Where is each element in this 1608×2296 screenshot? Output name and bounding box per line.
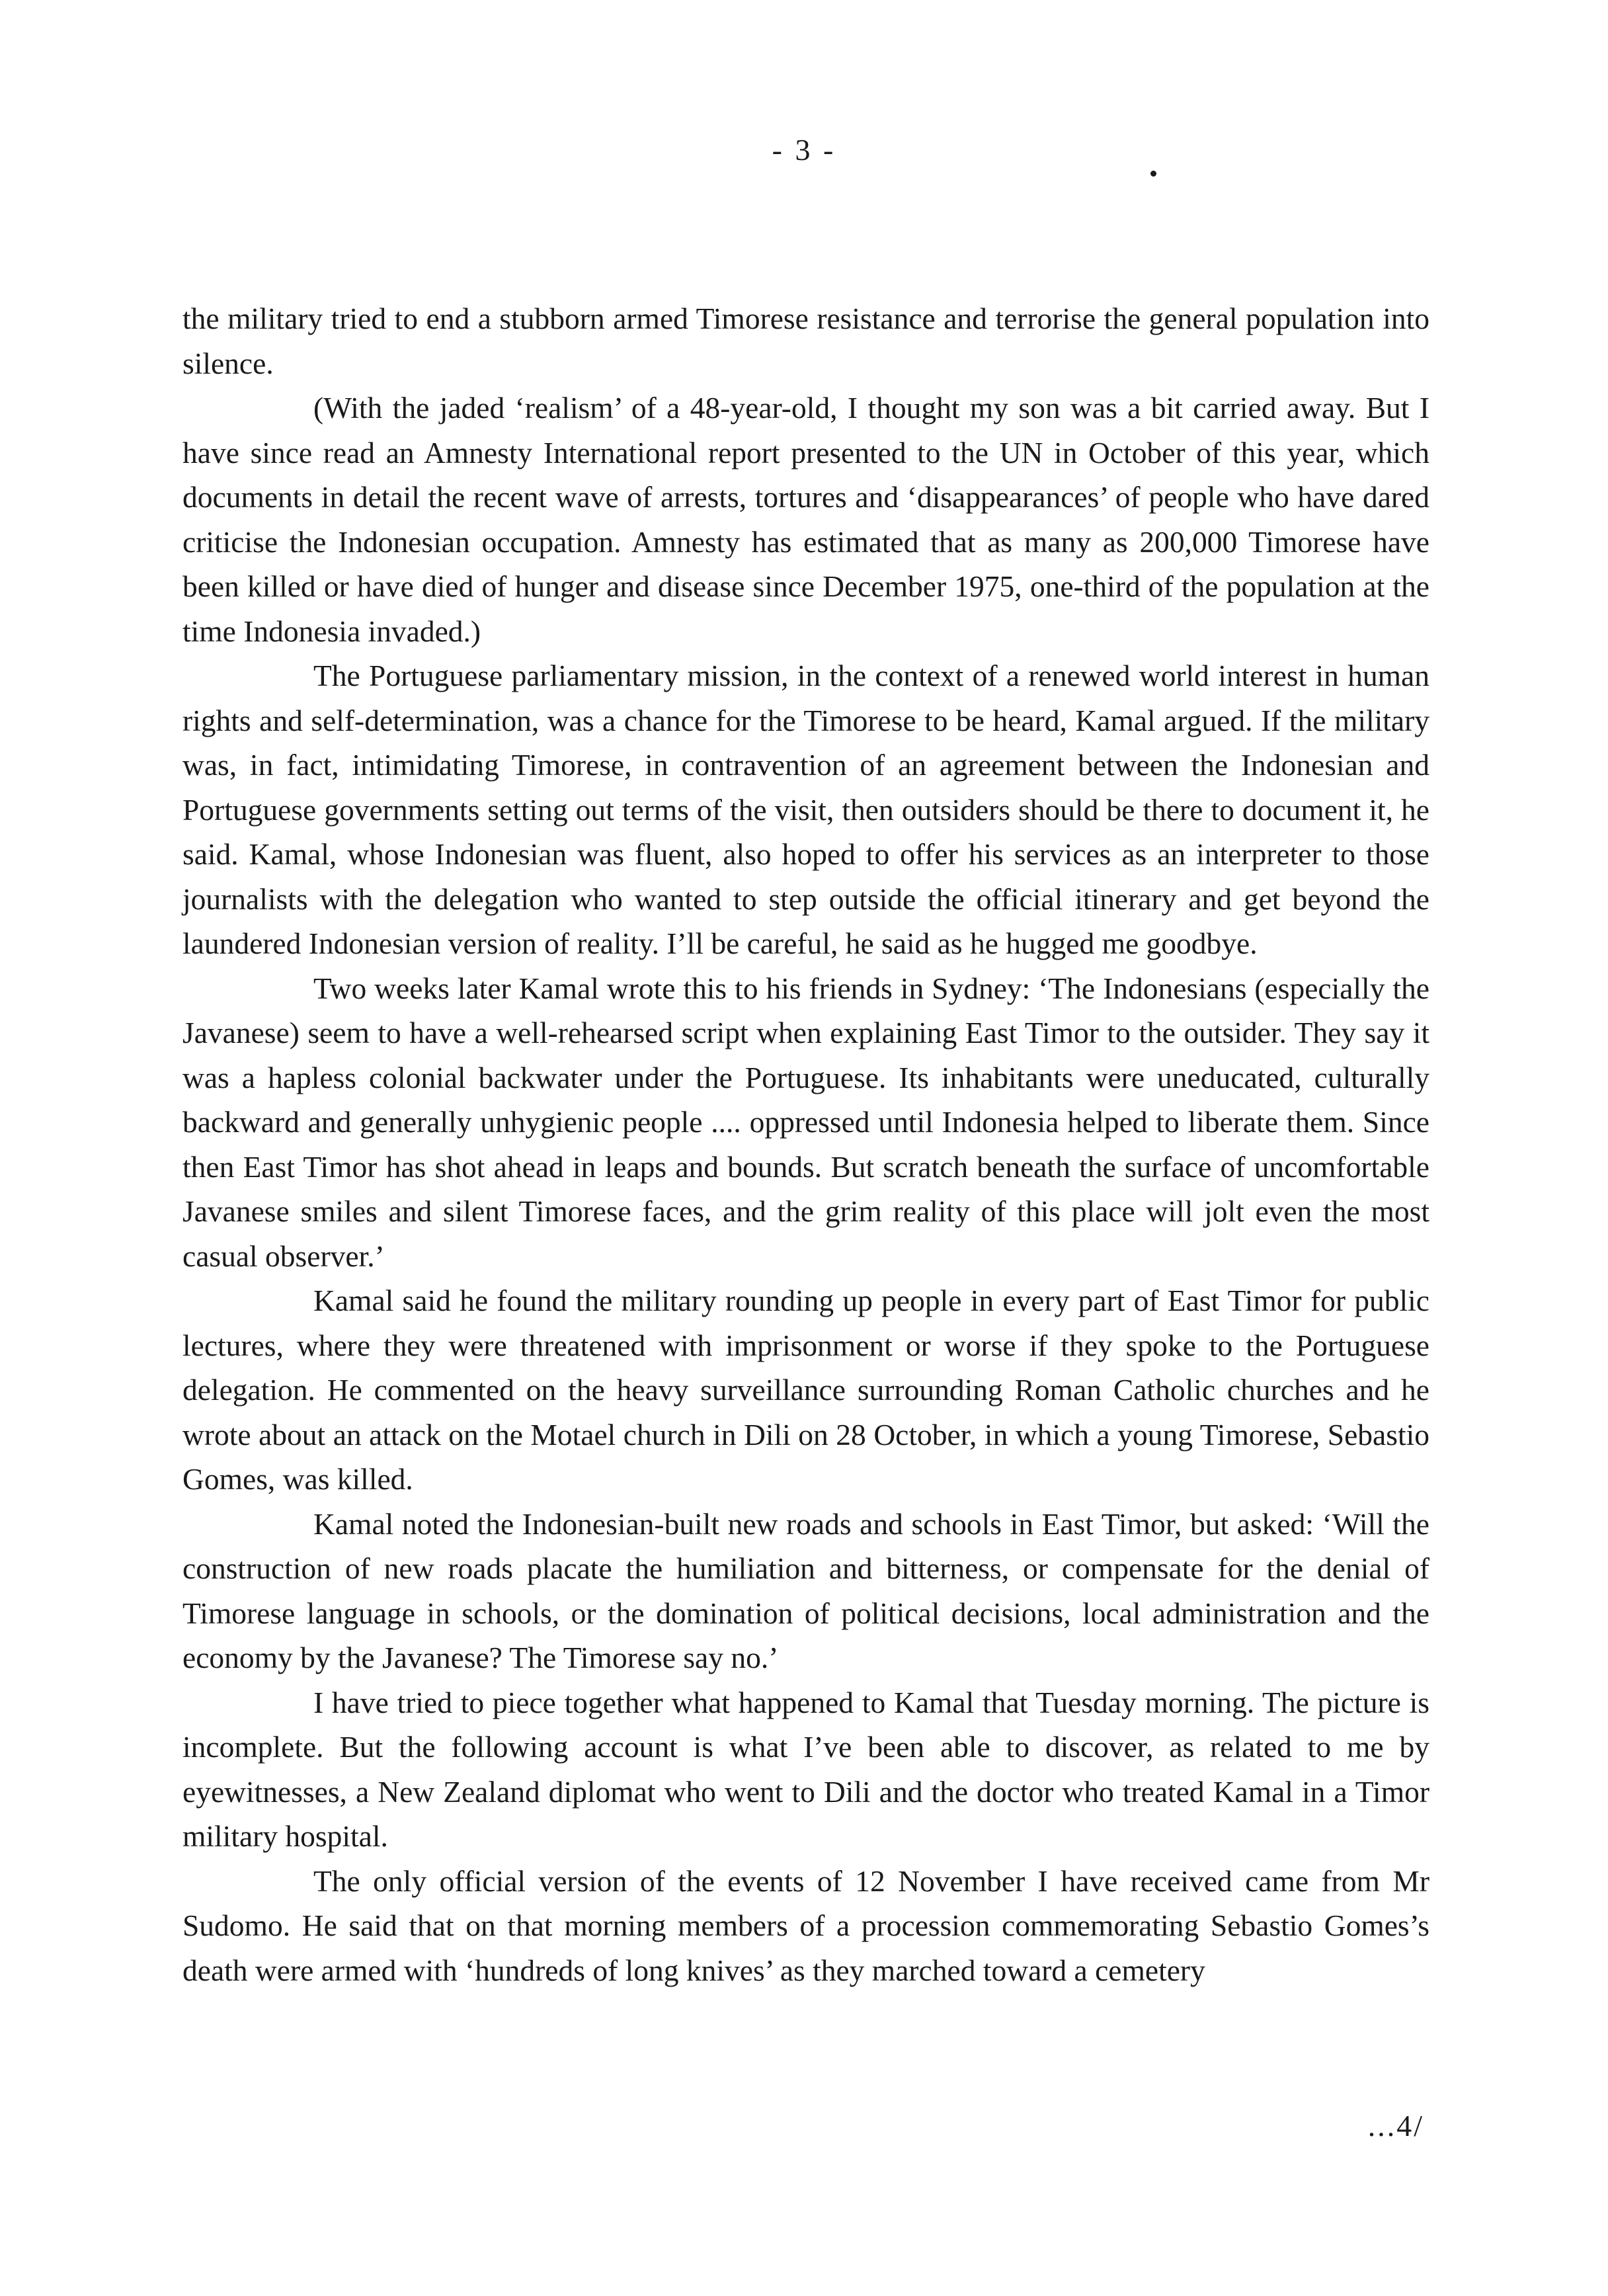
body-text [182, 296, 1429, 1992]
paragraph-continued: the military tried to end a stubborn armed Timorese resistance and terrorise the general population into silence. [182, 302, 1429, 380]
paragraph-kamal-letter: Two weeks later Kamal wrote this to his friends in Sydney: ‘The Indonesians (especially the Javanese) seem to have a well-rehearsed script when explaining East Timor to the outsider. They say it was a hapless colonial backwater under the Portuguese. Its inhabitants were uneducated, culturally backward and generally unhygienic people .... oppressed until Indonesia helped to liberate them. Since then East Timor has shot ahead in leaps and bounds. But scratch beneath the surface of uncomfortable Javanese smiles and silent Timorese faces, and the grim reality of this place will jolt even the most casual observer.’ [182, 971, 1429, 1273]
paragraph-official-version: The only official version of the events of 12 November I have received came from Mr Sudomo. He said that on that morning members of a procession commemorating Sebastio Gomes’s death were armed with ‘hundreds of long knives’ as they marched toward a cemetery [182, 1864, 1429, 1987]
paragraph-roads-schools: Kamal noted the Indonesian-built new roads and schools in East Timor, but asked: ‘Will the construction of new roads placate the humiliation and bitterness, or compensate for the denial of Timorese language in schools, or the domination of political decisions, local administration and the economy by the Javanese? The Timorese say no.’ [182, 1506, 1429, 1674]
paragraph-military-lectures: Kamal said he found the military rounding up people in every part of East Timor for public lectures, where they were threatened with imprisonment or worse if they spoke to the Portuguese delegation. He commented on the heavy surveillance surrounding Roman Catholic churches and he wrote about an attack on the Motael church in Dili on 28 October, in which a young Timorese, Sebastio Gomes, was killed. [182, 1284, 1429, 1496]
stray-mark [1150, 171, 1156, 177]
paragraph-tuesday-morning: I have tried to piece together what happened to Kamal that Tuesday morning. The picture is incomplete. But the following account is what I’ve been able to discover, as related to me by eyewitnesses, a New Zealand diplomat who went to Dili and the doctor who treated Kamal in a Timor military hospital. [182, 1685, 1429, 1853]
page-number: - 3 - [772, 133, 836, 167]
paragraph-amnesty-report: (With the jaded ‘realism’ of a 48-year-old, I thought my son was a bit carried away. But I have since read an Amnesty International report presented to the UN in October of this year, which documents in detail the recent wave of arrests, tortures and ‘disappearances’ of people who have dared criticise the Indonesian occupation. Amnesty has estimated that as many as 200,000 Timorese have been killed or have died of hunger and disease since December 1975, one-third of the population at the time Indonesia invaded.) [182, 391, 1429, 648]
continuation-marker: ...4/ [1367, 2109, 1424, 2143]
paragraph-portuguese-mission: The Portuguese parliamentary mission, in the context of a renewed world interest in human rights and self-determination, was a chance for the Timorese to be heard, Kamal argued. If the military was, in fact, intimidating Timorese, in contravention of an agreement between the Indonesian and Portuguese governments setting out terms of the visit, then outsiders should be there to document it, he said. Kamal, whose Indonesian was fluent, also hoped to offer his services as an interpreter to those journalists with the delegation who wanted to step outside the official itinerary and get beyond the laundered Indonesian version of reality. I’ll be careful, he said as he hugged me goodbye. [182, 659, 1429, 960]
